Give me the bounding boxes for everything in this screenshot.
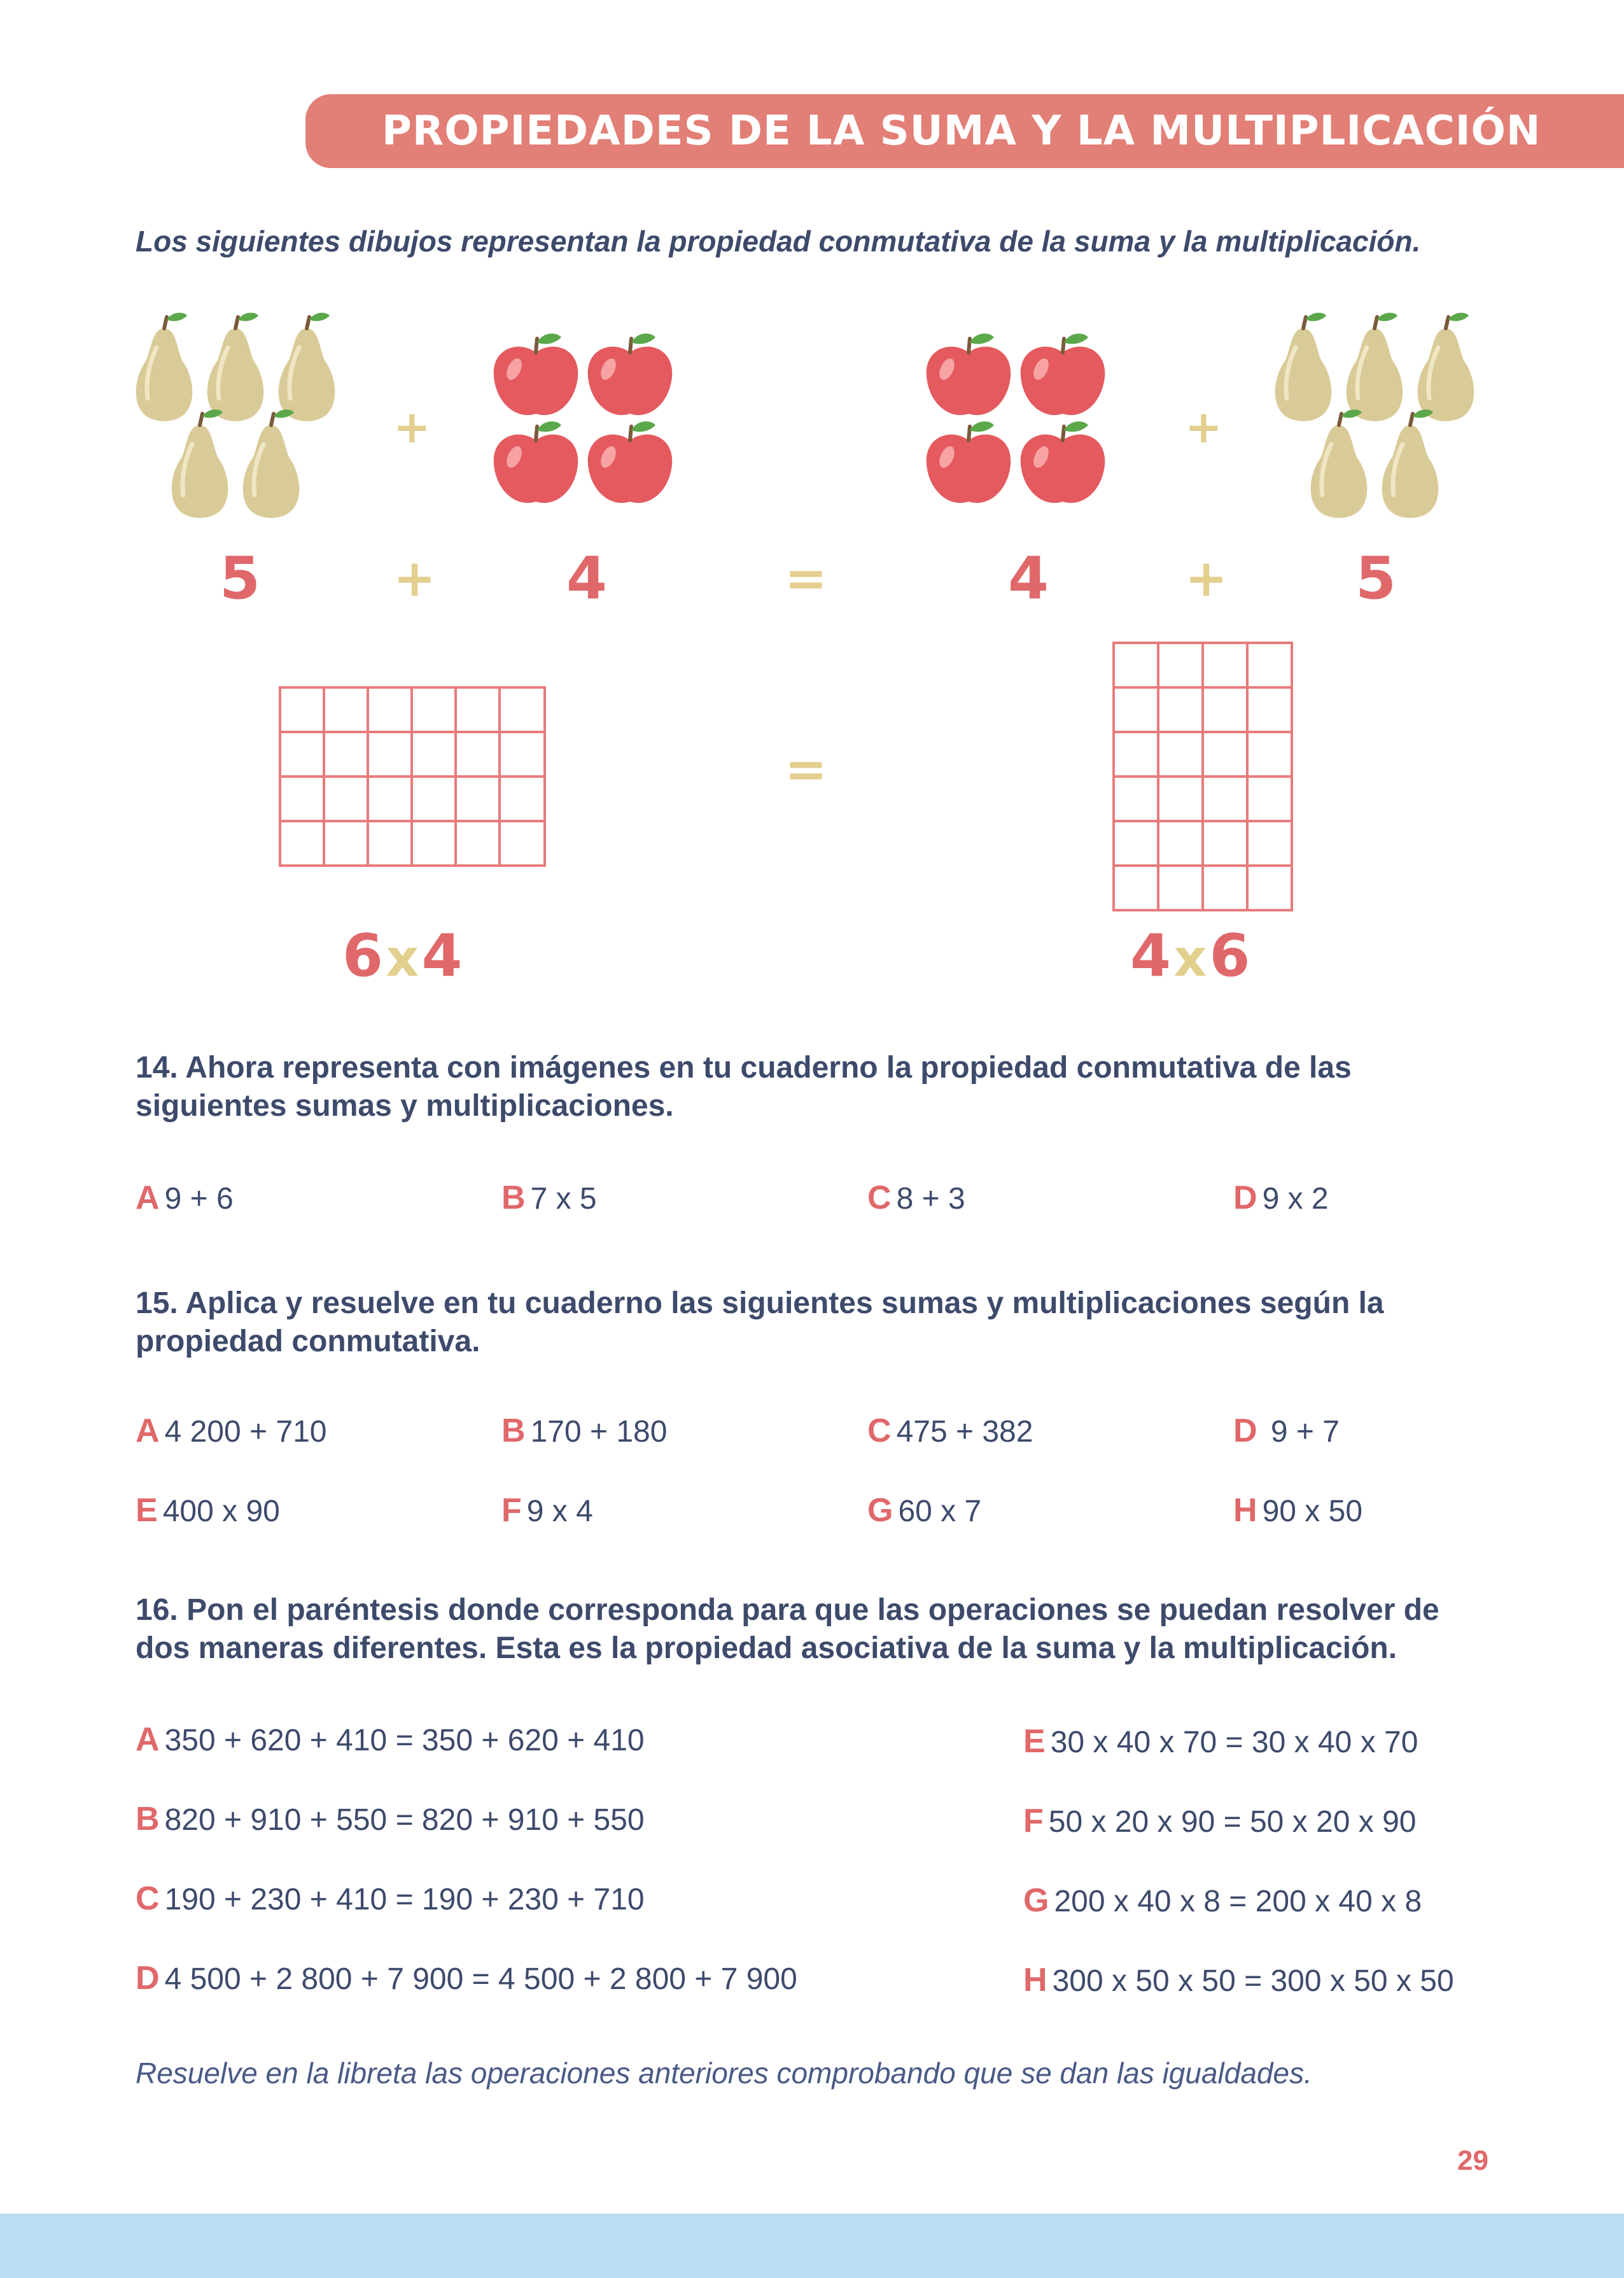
- grid-6x4: [279, 686, 546, 867]
- apple-icon: [927, 421, 1011, 503]
- q16-item-f: F 50 x 20 x 90 = 50 x 20 x 90: [1023, 1803, 1417, 1839]
- sum-plus-1: +: [393, 549, 437, 608]
- footer-note: Resuelve en la libreta las operaciones anteriores comprobando que se dan las igualdades.: [136, 2057, 1312, 2090]
- pear-icon: [1382, 409, 1439, 517]
- q15-item-f: F 9 x 4: [501, 1492, 593, 1529]
- grid-4x6: [1112, 642, 1293, 911]
- q15-item-g: G 60 x 7: [867, 1492, 982, 1529]
- q16-item-g: G 200 x 40 x 8 = 200 x 40 x 8: [1023, 1882, 1422, 1919]
- page-title: PROPIEDADES DE LA SUMA Y LA MULTIPLICACIÓN: [382, 108, 1541, 155]
- apple-icon: [1021, 334, 1105, 415]
- q15-item-b: B 170 + 180: [501, 1412, 668, 1449]
- pear-icon: [243, 409, 300, 517]
- sum-equals: =: [785, 549, 828, 608]
- mult-label-right: 4 x 6: [1130, 922, 1250, 990]
- sum-plus-2: +: [1185, 549, 1228, 608]
- intro-text: Los siguientes dibujos representan la propiedad conmutativa de la suma y la multiplicación.: [136, 225, 1421, 258]
- apple-icon: [588, 334, 672, 415]
- bottom-band: [0, 2214, 1624, 2278]
- q16-item-a: A 350 + 620 + 410 = 350 + 620 + 410: [136, 1721, 645, 1758]
- apple-icon: [1021, 421, 1105, 503]
- sum-number-1: 5: [220, 544, 261, 612]
- pear-icon: [1347, 313, 1403, 421]
- pear-icon: [1311, 409, 1368, 517]
- pear-icon: [1418, 313, 1474, 421]
- q16-item-h: H 300 x 50 x 50 = 300 x 50 x 50: [1023, 1962, 1454, 1999]
- apple-group-1: [484, 325, 687, 516]
- q16-item-c: C 190 + 230 + 410 = 190 + 230 + 710: [136, 1880, 645, 1917]
- mult-label-left: 6 x 4: [342, 922, 463, 990]
- mult-equals: =: [785, 740, 828, 799]
- sum-number-2: 4: [566, 544, 608, 612]
- pear-icon: [279, 313, 335, 421]
- q14-item-b: B 7 x 5: [501, 1179, 597, 1216]
- apple-icon: [588, 421, 672, 503]
- pear-icon: [1275, 313, 1332, 421]
- q15-item-h: H 90 x 50: [1233, 1492, 1363, 1529]
- q14-item-d: D 9 x 2: [1233, 1179, 1329, 1216]
- question-16: 16. Pon el paréntesis donde corresponda para que las operaciones se puedan resolver de dos maneras diferentes. Esta es la propiedad asociativa de la suma y la multiplicación.: [136, 1593, 1439, 1665]
- apple-icon: [494, 421, 578, 503]
- q16-item-d: D 4 500 + 2 800 + 7 900 = 4 500 + 2 800 + 7 900: [136, 1960, 797, 1997]
- pear-icon: [207, 313, 264, 421]
- q15-item-c: C 475 + 382: [867, 1412, 1033, 1449]
- q14-item-c: C 8 + 3: [867, 1179, 965, 1216]
- pear-icon: [172, 409, 228, 517]
- sum-number-3: 4: [1008, 544, 1049, 612]
- header-bar: [305, 94, 1624, 168]
- q15-item-e: E 400 x 90: [136, 1492, 280, 1529]
- q15-item-d: D 9 + 7: [1233, 1412, 1340, 1449]
- apple-icon: [494, 334, 578, 415]
- plus-sign: +: [393, 401, 431, 453]
- plus-sign: +: [1185, 401, 1222, 453]
- question-14: 14. Ahora representa con imágenes en tu cuaderno la propiedad conmutativa de las siguientes sumas y multiplicaciones.: [136, 1051, 1352, 1123]
- pear-group-1: [121, 312, 350, 528]
- sum-number-4: 5: [1355, 544, 1397, 612]
- q16-item-b: B 820 + 910 + 550 = 820 + 910 + 550: [136, 1801, 645, 1838]
- question-15: 15. Aplica y resuelve en tu cuaderno las siguientes sumas y multiplicaciones según la propiedad conmutativa.: [136, 1286, 1384, 1358]
- q15-item-a: A 4 200 + 710: [136, 1412, 327, 1449]
- pear-group-2: [1260, 312, 1489, 528]
- q14-item-a: A 9 + 6: [136, 1179, 234, 1216]
- apple-group-2: [916, 325, 1120, 516]
- apple-icon: [927, 334, 1011, 415]
- pear-icon: [136, 313, 193, 421]
- q16-item-e: E 30 x 40 x 70 = 30 x 40 x 70: [1023, 1723, 1418, 1760]
- page-number: 29: [1457, 2145, 1488, 2176]
